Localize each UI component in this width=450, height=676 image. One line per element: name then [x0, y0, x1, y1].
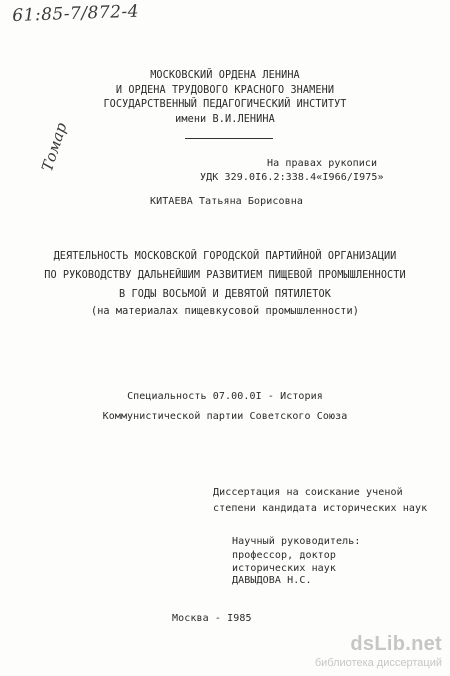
watermark-logo: dsLib.net: [350, 633, 442, 655]
title-line-1: ДЕЯТЕЛЬНОСТЬ МОСКОВСКОЙ ГОРОДСКОЙ ПАРТИЙНОЙ ОРГАНИЗАЦИИ: [53, 251, 397, 262]
supervisor-name: ДАВЫДОВА Н.С.: [232, 575, 312, 586]
speciality-block: [0, 387, 450, 427]
institution-line-1: МОСКОВСКИЙ ОРДЕНА ЛЕНИНА: [150, 70, 300, 81]
city-year: Москва - I985: [172, 613, 252, 624]
title-line-2: ПО РУКОВОДСТВУ ДАЛЬНЕЙШИМ РАЗВИТИЕМ ПИЩЕВОЙ ПРОМЫШЛЕННОСТИ: [44, 270, 406, 281]
degree-line-1: Диссертация на соискание ученой: [213, 487, 403, 498]
author-name: КИТАЕВА Татьяна Борисовна: [150, 196, 304, 207]
institution-line-2: И ОРДЕНА ТРУДОВОГО КРАСНОГО ЗНАМЕНИ: [115, 84, 335, 96]
title-subtitle: (на материалах пищевкусовой промышленности): [90, 306, 360, 317]
degree-statement: [213, 485, 427, 517]
degree-line-2: степени кандидата исторических наук: [213, 503, 428, 514]
handwritten-catalog-code: 61:85-7/872-4: [12, 1, 140, 26]
supervisor-label: Научный руководитель:: [232, 536, 361, 547]
institution-block: [0, 69, 450, 127]
title-line-3: В ГОДЫ ВОСЬМОЙ И ДЕВЯТОЙ ПЯТИЛЕТОК: [119, 289, 331, 300]
dissertation-title: [0, 247, 450, 319]
institution-line-3: ГОСУДАРСТВЕННЫЙ ПЕДАГОГИЧЕСКИЙ ИНСТИТУТ: [103, 99, 347, 110]
institution-divider: [185, 138, 273, 139]
speciality-line-1: Специальность 07.00.0I - История: [127, 391, 323, 402]
supervisor-title-1: профессор, доктор: [232, 550, 337, 561]
supervisor-title-2: исторических наук: [232, 562, 337, 574]
rights-notice: На правах рукописи: [267, 158, 378, 169]
institution-line-4: имени В.И.ЛЕНИНА: [175, 113, 275, 125]
handwritten-margin-note: Томар: [38, 120, 71, 174]
watermark: [315, 633, 442, 670]
speciality-line-2: Коммунистической партии Советского Союза: [102, 411, 348, 422]
watermark-caption: библиотека диссертаций: [314, 657, 442, 669]
supervisor-block: [232, 534, 361, 588]
udk-code: УДК 329.0I6.2:338.4«I966/I975»: [200, 172, 384, 183]
